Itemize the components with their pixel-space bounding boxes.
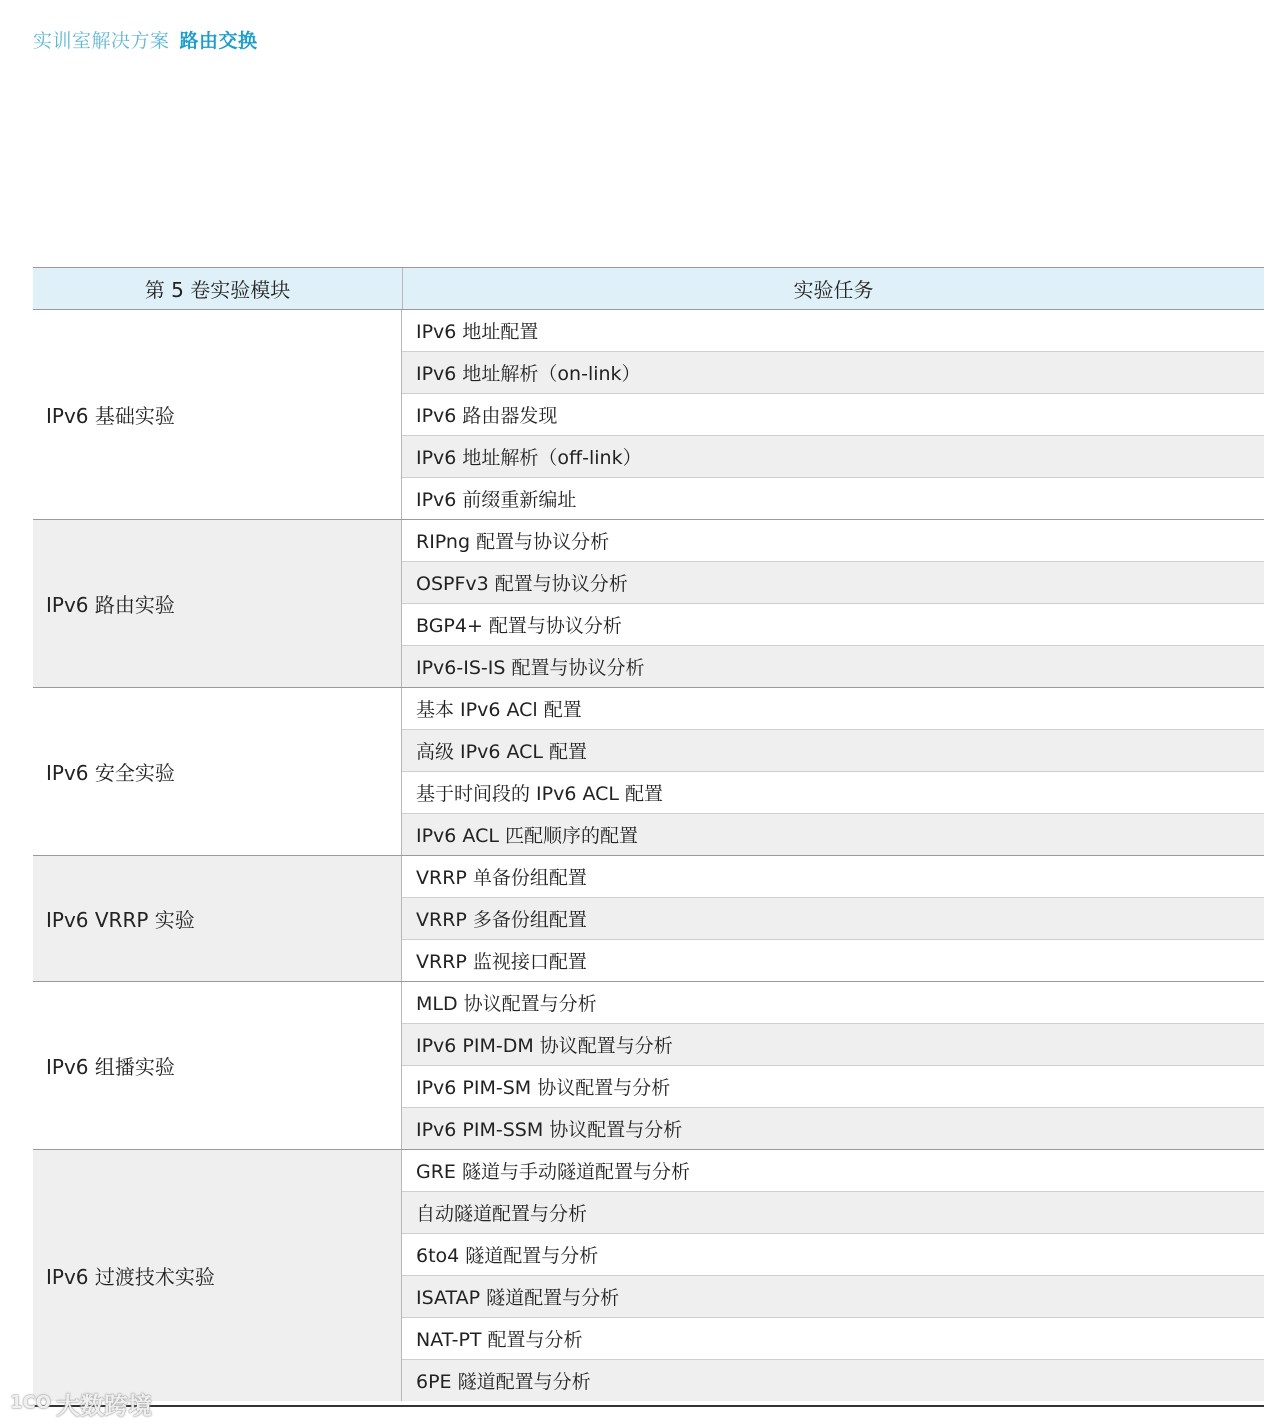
header-topic: 路由交换 — [179, 30, 258, 52]
task-row: 基于时间段的 IPv6 ACL 配置 — [402, 772, 1264, 814]
header-section: 实训室解决方案 — [33, 30, 170, 52]
task-list — [402, 1150, 1264, 1401]
module-group — [33, 520, 1264, 688]
task-row: OSPFv3 配置与协议分析 — [402, 562, 1264, 604]
task-row: GRE 隧道与手动隧道配置与分析 — [402, 1150, 1264, 1192]
task-row: IPv6 路由器发现 — [402, 394, 1264, 436]
module-group — [33, 310, 1264, 520]
page-header — [33, 26, 258, 53]
bottom-rule — [33, 1405, 1264, 1407]
task-row: VRRP 监视接口配置 — [416, 951, 587, 973]
task-row: RIPng 配置与协议分析 — [402, 520, 1264, 562]
task-row: BGP4+ 配置与协议分析 — [402, 604, 1264, 646]
task-row: 基本 IPv6 ACl 配置 — [402, 688, 1264, 730]
task-row: VRRP 单备份组配置 — [402, 856, 1264, 898]
task-row: 6to4 隧道配置与分析 — [402, 1234, 1264, 1276]
module-cell: IPv6 VRRP 实验 — [33, 856, 402, 981]
watermark-logo-icon: 1CO — [10, 1391, 52, 1413]
module-cell: IPv6 路由实验 — [33, 520, 402, 687]
task-row: IPv6 地址解析（on-link） — [402, 352, 1264, 394]
module-cell: IPv6 基础实验 — [33, 310, 402, 519]
task-row: IPv6 PIM-SM 协议配置与分析 — [402, 1066, 1264, 1108]
task-row: VRRP 多备份组配置 — [402, 898, 1264, 940]
task-row: ISATAP 隧道配置与分析 — [402, 1276, 1264, 1318]
task-list — [402, 856, 1264, 981]
module-cell: IPv6 过渡技术实验 — [33, 1150, 402, 1401]
module-group — [33, 856, 1264, 982]
module-group — [33, 1150, 1264, 1401]
task-row: IPv6 PIM-DM 协议配置与分析 — [402, 1024, 1264, 1066]
experiment-table — [33, 267, 1264, 1401]
module-cell: IPv6 组播实验 — [33, 982, 402, 1149]
task-row: 高级 IPv6 ACL 配置 — [402, 730, 1264, 772]
task-row: IPv6 ACL 匹配顺序的配置 — [402, 814, 1264, 855]
watermark — [10, 1386, 152, 1421]
task-list — [402, 982, 1264, 1149]
task-row: IPv6-IS-IS 配置与协议分析 — [402, 646, 1264, 687]
task-row: MLD 协议配置与分析 — [402, 982, 1264, 1024]
column-header-tasks: 实验任务 — [793, 278, 874, 302]
task-row: IPv6 PIM-SSM 协议配置与分析 — [402, 1108, 1264, 1149]
task-row: 6PE 隧道配置与分析 — [402, 1360, 1264, 1401]
table-header — [33, 268, 1264, 310]
task-row: NAT-PT 配置与分析 — [402, 1318, 1264, 1360]
column-header-module: 第 5 卷实验模块 — [33, 268, 403, 309]
task-list — [402, 520, 1264, 687]
module-group — [33, 982, 1264, 1150]
task-row: IPv6 地址解析（off-link） — [402, 436, 1264, 478]
module-cell: IPv6 安全实验 — [33, 688, 402, 855]
watermark-text: 大数跨境 — [56, 1392, 152, 1420]
task-list — [402, 688, 1264, 855]
task-row: IPv6 地址配置 — [402, 310, 1264, 352]
task-row: IPv6 前缀重新编址 — [416, 489, 577, 511]
task-list — [402, 310, 1264, 519]
module-group — [33, 688, 1264, 856]
task-row: 自动隧道配置与分析 — [402, 1192, 1264, 1234]
